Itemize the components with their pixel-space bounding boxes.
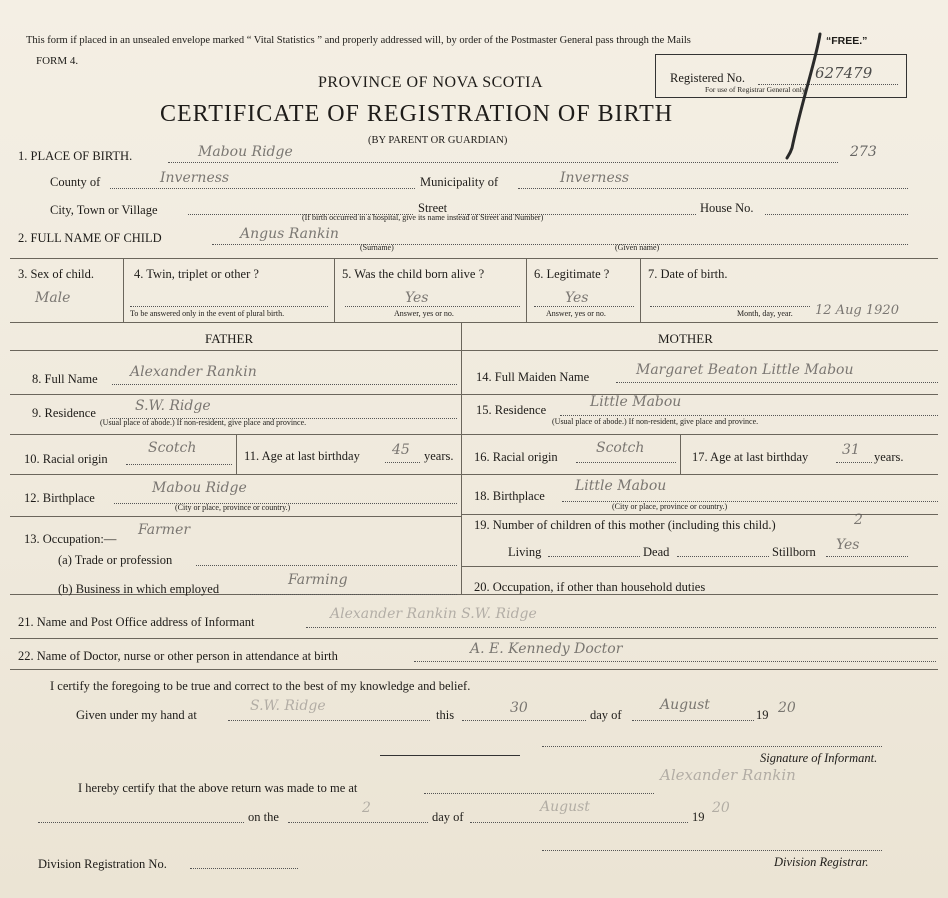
house-line: [765, 214, 908, 215]
parents-header-rule: [10, 350, 938, 351]
parents-divider: [461, 322, 462, 594]
day-of-label: day of: [590, 708, 622, 722]
municipality-line: [518, 188, 908, 189]
col-divider: [123, 258, 124, 322]
father-residence-label: 9. Residence: [32, 406, 96, 420]
dob-label: 7. Date of birth.: [648, 267, 728, 281]
registered-note: For use of Registrar General only.: [705, 85, 807, 94]
place-of-birth-line: [168, 162, 838, 163]
mother-birthplace-note: (City or place, province or country.): [612, 502, 728, 511]
on-the-lead-line: [38, 822, 244, 823]
father-age-value: 45: [392, 442, 410, 458]
division-number-line: [190, 868, 298, 869]
father-racial-value: Scotch: [148, 440, 197, 456]
living-label: Living: [508, 545, 542, 559]
mother-age-value: 31: [842, 442, 860, 458]
pen-stroke-mark: [784, 30, 824, 160]
stillborn-label: Stillborn: [772, 545, 816, 559]
children-count-value: 2: [854, 512, 863, 528]
street-label: Street: [418, 201, 448, 215]
mother-age-label: 17. Age at last birthday: [692, 450, 809, 464]
father-name-line: [112, 384, 457, 385]
twin-note: To be answered only in the event of plural birth.: [130, 309, 285, 318]
municipality-value: Inverness: [560, 170, 630, 186]
mother-birthplace-label: 18. Birthplace: [474, 489, 545, 503]
mother-racial-line: [576, 462, 676, 463]
row-rule: [461, 474, 938, 475]
division-number-label: Division Registration No.: [38, 857, 167, 871]
row-rule: [461, 434, 938, 435]
informant-line: [306, 627, 936, 628]
certify-text: I certify the foregoing to be true and correct to the best of my knowledge and belief.: [50, 679, 471, 693]
this-day-value: 30: [510, 700, 528, 716]
return-text: I hereby certify that the above return was made to me at: [78, 781, 358, 795]
place-of-birth-value: Mabou Ridge: [198, 144, 293, 160]
registered-number: 627479: [815, 64, 873, 82]
return-place-line: [424, 793, 654, 794]
row-rule: [461, 394, 938, 395]
twin-line: [130, 306, 328, 307]
mother-age-line: [836, 462, 872, 463]
col-divider: [680, 434, 681, 474]
year-value: 20: [778, 700, 796, 716]
county-label: County of: [50, 175, 101, 189]
year-prefix-2: 19: [692, 810, 705, 824]
father-age-line: [385, 462, 420, 463]
registrar-signature-line: [542, 850, 882, 851]
informant-signature-value: Alexander Rankin: [660, 766, 796, 784]
year-value-2: 20: [712, 800, 730, 816]
father-birthplace-note: (City or place, province or country.): [175, 503, 291, 512]
day-of-label-2: day of: [432, 810, 464, 824]
father-birthplace-label: 12. Birthplace: [24, 491, 95, 505]
mother-occupation-label: 20. Occupation, if other than household duties: [474, 580, 706, 594]
dob-value: 12 Aug 1920: [815, 303, 899, 318]
row-rule: [10, 474, 461, 475]
signature-rule: [380, 755, 520, 756]
business-line: [250, 594, 457, 595]
mother-residence-label: 15. Residence: [476, 403, 547, 417]
division-registrar-label: Division Registrar.: [774, 855, 869, 869]
alive-line: [345, 306, 520, 307]
county-line: [110, 188, 415, 189]
doctor-label: 22. Name of Doctor, nurse or other person in attendance at birth: [18, 649, 338, 663]
this-label: this: [436, 708, 455, 722]
child-name-value: Angus Rankin: [240, 226, 339, 242]
stillborn-line: [826, 556, 908, 557]
child-name-label: 2. FULL NAME OF CHILD: [18, 231, 162, 245]
legitimate-line: [534, 306, 634, 307]
province-heading: PROVINCE OF NOVA SCOTIA: [318, 74, 544, 91]
father-age-label: 11. Age at last birthday: [244, 449, 360, 463]
legitimate-value: Yes: [565, 290, 589, 306]
mother-racial-label: 16. Racial origin: [474, 450, 558, 464]
on-month-value: August: [540, 799, 590, 815]
hospital-note: (If birth occurred in a hospital, give its name instead of Street and Number): [302, 213, 544, 222]
dob-line: [650, 306, 810, 307]
mother-name-value: Margaret Beaton Little Mabou: [636, 362, 854, 378]
month-line: [632, 720, 754, 721]
trade-line: [196, 565, 457, 566]
row-rule: [10, 516, 461, 517]
given-place-value: S.W. Ridge: [250, 698, 326, 714]
sex-label: 3. Sex of child.: [18, 267, 95, 281]
col-divider: [236, 434, 237, 474]
free-mark: “FREE.”: [826, 35, 868, 47]
father-occupation-label: 13. Occupation:—: [24, 532, 117, 546]
row-rule: [10, 638, 938, 639]
children-count-label: 19. Number of children of this mother (including this child.): [474, 518, 776, 532]
surname-note: (Surname): [360, 243, 394, 252]
business-value: Farming: [288, 572, 348, 588]
child-name-line: [212, 244, 908, 245]
informant-label: 21. Name and Post Office address of Informant: [18, 615, 255, 629]
given-name-note: (Given name): [615, 243, 660, 252]
alive-note: Answer, yes or no.: [394, 309, 454, 318]
father-age-unit: years.: [424, 449, 454, 463]
mother-age-unit: years.: [874, 450, 904, 464]
twin-label: 4. Twin, triplet or other ?: [134, 267, 259, 281]
doctor-line: [414, 661, 936, 662]
place-of-birth-label: 1. PLACE OF BIRTH.: [18, 149, 133, 163]
mail-notice: This form if placed in an unsealed envelope marked “ Vital Statistics ” and properly addressed will, by order of the Postmaster General pass through the Mails: [26, 35, 691, 46]
mother-heading: MOTHER: [658, 331, 713, 346]
mother-residence-line: [560, 415, 938, 416]
row-rule-top: [10, 258, 938, 259]
father-racial-label: 10. Racial origin: [24, 452, 108, 466]
stillborn-value: Yes: [836, 537, 860, 553]
dob-note: Month, day, year.: [737, 309, 793, 318]
row-rule: [461, 514, 938, 515]
legitimate-label: 6. Legitimate ?: [534, 267, 610, 281]
alive-label: 5. Was the child born alive ?: [342, 267, 485, 281]
business-label: (b) Business in which employed: [58, 582, 220, 596]
place-corner-value: 273: [850, 144, 877, 160]
on-day-line: [288, 822, 428, 823]
house-label: House No.: [700, 201, 754, 215]
living-line: [548, 556, 640, 557]
this-line: [462, 720, 586, 721]
father-residence-value: S.W. Ridge: [135, 398, 211, 414]
mother-name-line: [616, 382, 938, 383]
father-name-value: Alexander Rankin: [130, 364, 257, 380]
dead-line: [677, 556, 769, 557]
on-the-label: on the: [248, 810, 279, 824]
father-residence-note: (Usual place of abode.) If non-resident, give place and province.: [100, 418, 307, 427]
page-title: CERTIFICATE OF REGISTRATION OF BIRTH: [160, 101, 674, 127]
dead-label: Dead: [643, 545, 670, 559]
county-value: Inverness: [160, 170, 230, 186]
trade-label: (a) Trade or profession: [58, 553, 173, 567]
row-rule: [461, 566, 938, 567]
on-day-value: 2: [362, 800, 371, 816]
given-under-label: Given under my hand at: [76, 708, 197, 722]
col-divider: [334, 258, 335, 322]
sex-value: Male: [35, 290, 71, 306]
registered-label: Registered No.: [670, 71, 745, 85]
form-number: FORM 4.: [36, 55, 79, 67]
mother-name-label: 14. Full Maiden Name: [476, 370, 590, 384]
father-heading: FATHER: [205, 331, 254, 346]
father-birthplace-value: Mabou Ridge: [152, 480, 247, 496]
city-label: City, Town or Village: [50, 203, 158, 217]
father-racial-line: [126, 464, 232, 465]
on-month-line: [470, 822, 688, 823]
row-rule: [10, 394, 461, 395]
page-subtitle: (BY PARENT OR GUARDIAN): [368, 135, 508, 146]
given-place-line: [228, 720, 430, 721]
father-name-label: 8. Full Name: [32, 372, 98, 386]
mother-birthplace-value: Little Mabou: [575, 478, 667, 494]
mother-residence-note: (Usual place of abode.) If non-resident, give place and province.: [552, 417, 759, 426]
row-rule: [10, 322, 938, 323]
col-divider: [526, 258, 527, 322]
father-occupation-value: Farmer: [138, 522, 191, 538]
alive-value: Yes: [405, 290, 429, 306]
legitimate-note: Answer, yes or no.: [546, 309, 606, 318]
informant-signature-label: Signature of Informant.: [760, 751, 878, 765]
row-rule: [10, 669, 938, 670]
mother-residence-value: Little Mabou: [590, 394, 682, 410]
col-divider: [640, 258, 641, 322]
informant-value: Alexander Rankin S.W. Ridge: [330, 606, 537, 622]
informant-signature-line: [542, 746, 882, 747]
mother-racial-value: Scotch: [596, 440, 645, 456]
municipality-label: Municipality of: [420, 175, 499, 189]
year-prefix: 19: [756, 708, 769, 722]
doctor-value: A. E. Kennedy Doctor: [470, 641, 623, 657]
month-value: August: [660, 697, 710, 713]
